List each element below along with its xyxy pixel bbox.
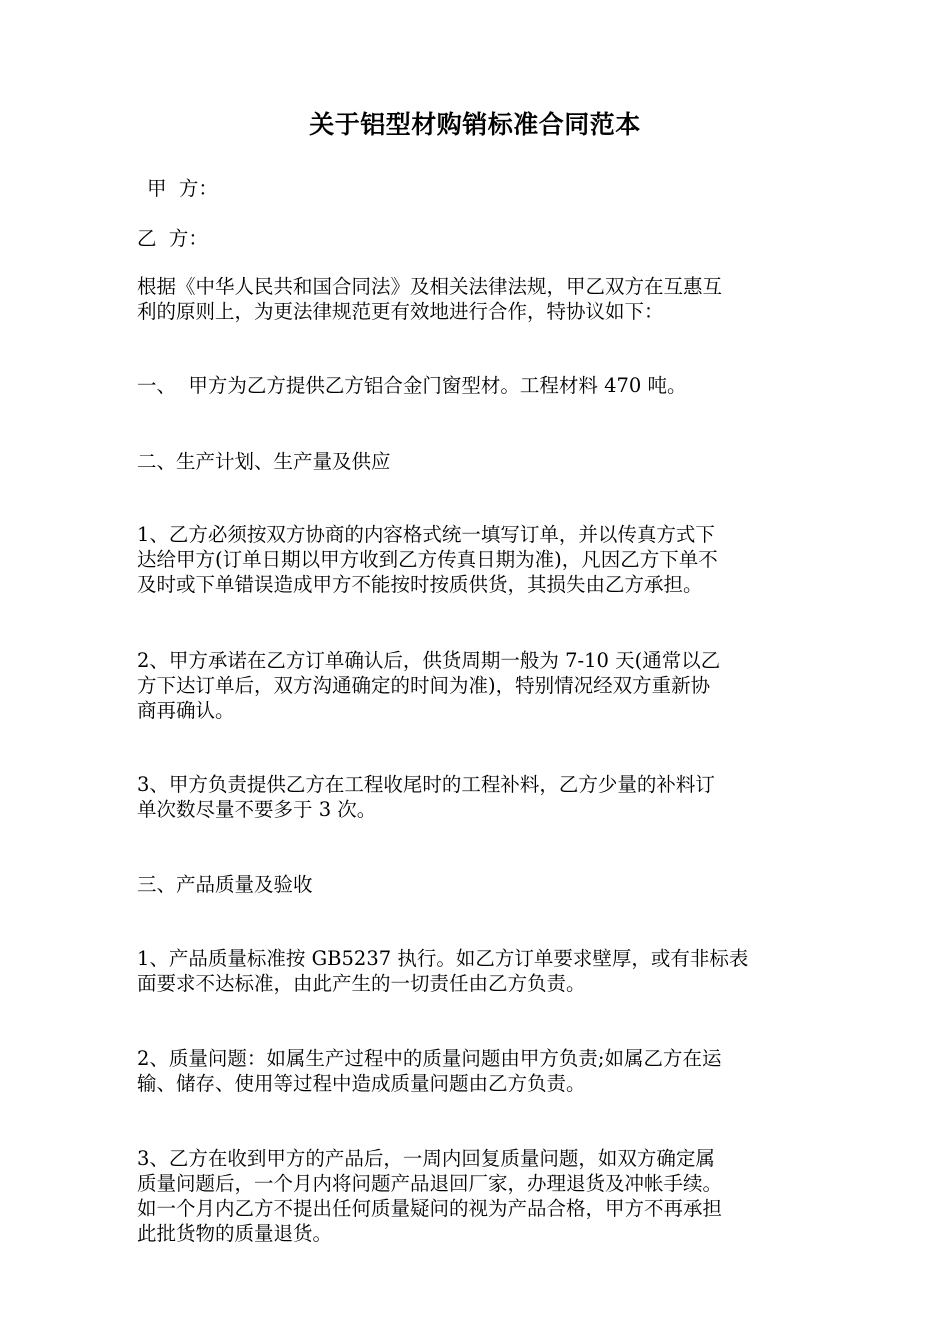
- section-2-heading: [137, 449, 817, 474]
- text-line: 输、储存、使用等过程中造成质量问题由乙方负责。: [137, 1072, 586, 1095]
- text-line: 一、 甲方为乙方提供乙方铝合金门窗型材。工程材料 470 吨。: [137, 374, 687, 397]
- section-3-item-3: [137, 1146, 817, 1246]
- section-2-item-2: [137, 648, 817, 723]
- party-a-line: [147, 176, 827, 201]
- text-line: 此批货物的质量退货。: [137, 1222, 333, 1245]
- section-2-item-1: [137, 522, 817, 597]
- party-a-label: 甲 方：: [147, 177, 218, 200]
- text-line: 及时或下单错误造成甲方不能按时按质供货，其损失由乙方承担。: [137, 573, 703, 596]
- text-line: 根据《中华人民共和国合同法》及相关法律法规，甲乙双方在互惠互: [137, 275, 723, 298]
- section-1-paragraph: [137, 373, 817, 398]
- text-line: 方下达订单后，双方沟通确定的时间为准)，特别情况经双方重新协: [137, 674, 711, 697]
- party-b-label: 乙 方：: [137, 227, 208, 250]
- text-line: 3、甲方负责提供乙方在工程收尾时的工程补料，乙方少量的补料订: [137, 773, 715, 796]
- text-line: 如一个月内乙方不提出任何质量疑问的视为产品合格，甲方不再承担: [137, 1197, 723, 1220]
- text-line: 商再确认。: [137, 699, 235, 722]
- text-line: 1、乙方必须按双方协商的内容格式统一填写订单，并以传真方式下: [137, 523, 715, 546]
- text-line: 1、产品质量标准按 GB5237 执行。如乙方订单要求壁厚，或有非标表: [137, 947, 749, 970]
- section-3-heading: [137, 872, 817, 897]
- text-line: 质量问题后，一个月内将问题产品退回厂家，办理退货及冲帐手续。: [137, 1172, 723, 1195]
- text-line: 面要求不达标准，由此产生的一切责任由乙方负责。: [137, 972, 586, 995]
- section-3-item-1: [137, 946, 817, 996]
- text-line: 单次数尽量不要多于 3 次。: [137, 798, 377, 821]
- document-title: 关于铝型材购销标准合同范本: [309, 110, 641, 139]
- text-line: 达给甲方(订单日期以甲方收到乙方传真日期为准)，凡因乙方下单不: [137, 548, 718, 571]
- heading-text: 三、产品质量及验收: [137, 873, 313, 896]
- party-b-line: [137, 226, 817, 251]
- text-line: 2、质量问题：如属生产过程中的质量问题由甲方负责;如属乙方在运: [137, 1047, 722, 1070]
- heading-text: 二、生产计划、生产量及供应: [137, 450, 391, 473]
- section-3-item-2: [137, 1046, 817, 1096]
- text-line: 3、乙方在收到甲方的产品后，一周内回复质量问题，如双方确定属: [137, 1147, 715, 1170]
- text-line: 2、甲方承诺在乙方订单确认后，供货周期一般为 7-10 天(通常以乙: [137, 649, 721, 672]
- section-2-item-3: [137, 772, 817, 822]
- text-line: 利的原则上，为更法律规范更有效地进行合作，特协议如下：: [137, 300, 664, 323]
- intro-paragraph: [137, 274, 817, 324]
